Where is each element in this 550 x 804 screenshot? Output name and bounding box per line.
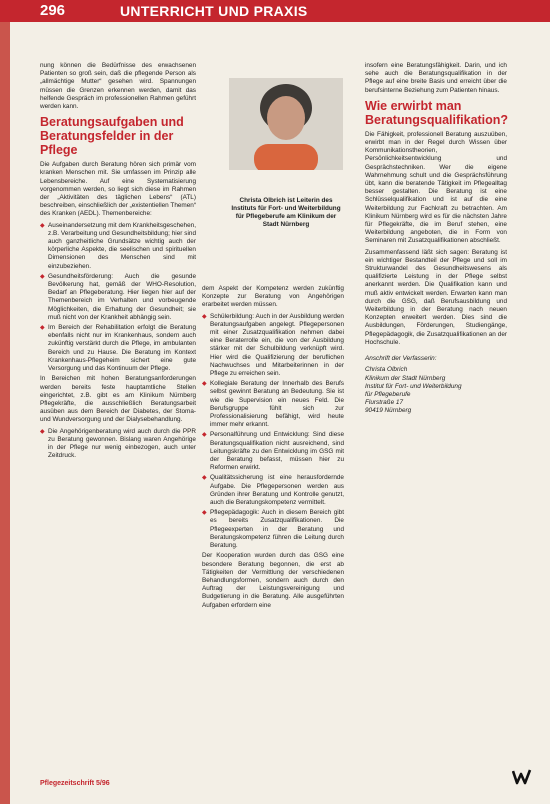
list-item: ◆ Kollegiale Beratung der Innerhalb des Berufs selbst gewinnt Beratung an Bedeutung. Sie ist wie die Supervision ein neues Feld. Die Berufsgruppe fühlt sich zur Professionalisierung befähigt, wird heute immer mehr erkannt. [202,380,344,429]
list-item: ◆ Qualitätssicherung ist eine herausfordernde Aufgabe. Die Pflegepersonen werden aus Gründen ihrer Beratung und Kontrolle genutzt, auch die Beratungskompetenz vermittelt. [202,474,344,507]
col3-p1: insofern eine Beratungsfähigkeit. Darin, und ich sehe auch die Beratungsqualifikation in der Pflege auf eine breite Basis und erreicht über die berufsinterne Beziehung zum Patienten hinaus. [365,62,507,94]
col1-intro: nung können die Bedürfnisse des erwachsenen Patienten so groß sein, daß die pflegende Person als „allmächtige Mutter“ gesehen wird. Spannungen müssen die Grenzen erkennen werden, damit das helfende Gespräch im professionellen Rahmen geführt werden kann. [40,62,196,111]
address-intro: Anschrift der Verfasserin: [365,355,437,363]
col1-p1: Die Aufgaben durch Beratung hören sich primär vom kranken Menschen mit. Sie umfassen im Prinzip alle Lebensbereiche. Auf eine Systematisierung vorgenommen werden, so liegt sich diese im Rahmen der „Aktivitäten des täglichen Lebens“ (ATL) beschreiben, einschließlich der „existentiellen Themen“ des Kranken (AEDL). Themenbereiche: [40,161,196,218]
address-line: Christa Olbrich [365,366,408,374]
list-item: ◆ Im Bereich der Rehabilitation erfolgt die Beratung ebenfalls nicht nur im Krankenhaus, sondern auch zukünftig verstärkt durch die Pflege, im ambulanten Bereich und zu Hause. Die Beratung im Kontext Krankenhaus-Pflegeheim sichert eine gute Versorgung und das Kontinuum der Pflege. [40,324,196,373]
col2-p1: dem Aspekt der Kompetenz werden zukünftig Konzepte zur Beratung von Angehörigen erarbeitet werden müssen. [202,285,344,309]
address-line: für Pflegeberufe [365,390,411,398]
address-line: Klinikum der Stadt Nürnberg [365,374,446,382]
col2-bullet-list [202,313,344,551]
list-item: ◆ Die Angehörigenberatung wird auch durch die PPR zu Beratung gewonnen. Bislang waren Angehörige in der Pflege nur wenig einbezogen, auch unter Zeitdruck. [40,428,196,461]
photo-caption: Christa Olbrich ist Leiterin des Instituts für Fort- und Weiterbildung für Pflegeberufe am Klinikum der Stadt Nürnberg [231,197,341,228]
list-item: ◆ Schülerbildung: Auch in der Ausbildung werden Beratungsaufgaben angelegt. Pflegepersonen mit einer Zusatzqualifikation nehmen dabei eine Beraterrolle ein, die von der Ausbildung stärker mit der Schulbildung verknüpft wird. Hier wird die Qualifizierung der beruflichen Nachwuchses und Mitarbeiterinnen in der Pflege zu erreichen sein. [202,313,344,379]
col1-heading: Beratungsaufgaben und Beratungsfelder in der Pflege [40,115,184,158]
publisher-logo-icon [512,768,532,789]
col1-bullet-list [40,222,196,374]
portrait-image [229,78,343,170]
address-line: Institut für Fort- und Weiterbildung [365,382,462,390]
column-2 [202,285,344,613]
col3-p2: Die Fähigkeit, professionell Beratung auszuüben, erwirbt man in der Regel durch Wissen über Kommunikationstheorien, Persönlichkeitsentwicklung und Gesprächstechniken. Wer die eigene Wahrnehmung schult und die Gesprächsführung übt, kann die beratende Tätigkeit im Pflegealltag besser gestalten. Die Beratung ist eine Schlüsselqualifikation und ist auf die eine Weiterbildung zur Fachkraft zu betrachten. Am Klinikum Nürnberg wird es für die nächsten Jahre für Pflegekräfte, die im Beruf stehen, eine Weiterbildung angeboten, die in Form von Seminaren mit Zusatzqualifikationen abschließt. [365,130,507,245]
left-edge-bar [0,0,10,804]
author-address [365,366,507,415]
col1-p2: In Bereichen mit hohen Beratungsanforderungen werden bereits feste hauptamtliche Stellen eingerichtet, z.B. gibt es am Klinikum Nürnberg Pflegekräfte, die ausschließlich Beratungsarbeit ausüben aus dem Bereich der Diabetes, der Stoma- und Wundversorgung und der Dialysebehandlung. [40,375,196,424]
column-1 [40,62,196,462]
list-item: ◆ Gesundheitsförderung: Auch die gesunde Bevölkerung hat, gemäß der WHO-Resolution, Bedarf an Pflegeberatung. Hier liegen hier auf der Themenbereich im Verhalten und vorbeugende Möglichkeiten, die Erhaltung der Gesundheit; sie muß nicht von der Krankheit abhängig sein. [40,273,196,322]
page-number: 296 [40,2,66,19]
page-header [0,0,550,22]
list-item: ◆ Pflegepädagogik: Auch in diesem Bereich gibt es bereits Zusatzqualifikationen. Die Pflegeexperten in der Beratung und Beratungskompetenz führen die Leitung durch Beratung. [202,509,344,550]
author-photo [229,78,343,170]
col3-heading: Wie erwirbt man Beratungsqualifikation? [365,98,509,127]
column-3 [365,62,507,416]
address-line: Flurstraße 17 [365,399,404,407]
section-title: UNTERRICHT UND PRAXIS [120,3,308,19]
journal-footer: Pflegezeitschrift 5/96 [40,780,110,787]
col2-p2: Der Kooperation wurden durch das GSG eine besondere Beratung begonnen, die erst ab Tätigkeiten der Vermittlung der verschiedenen Behandlungsformen, sondern auch durch den Auftrag der Leistungsvereinigung und Budgetierung in die Beratung. Alle ausgeführten Aufgaben erfordern eine [202,552,344,609]
col1-bullet-list-2 [40,428,196,461]
col3-p3: Zusammenfassend läßt sich sagen: Beratung ist ein wichtiger Bestandteil der Pflege und soll im Strukturwandel des Gesundheitswesens als qualifizierte Leistung in der Pflege selbst anerkannt werden. Die Qualifikation kann und muß aktiv entwickelt werden. Erwarten kann man durch die GSG, daß Berufsausbildung und Weiterbildung in der Beratung nach neuen Konzepten erweitert werden. Dies sind die Ausbildungen, Förderungen, Studiengänge, Pflegepädagogik, die Zusatzqualifikationen an der Hochschule. [365,248,507,346]
list-item: ◆ Personalführung und Entwicklung: Sind diese Beratungsqualifikation nicht ausreichend, sind Leitungskräfte zu den Entwicklung im GSG mit der Beratung befasst, müssen hier zu Reformen erwirkt. [202,431,344,472]
list-item: ◆ Auseinandersetzung mit dem Krankheitsgeschehen, z.B. Verarbeitung und Gesundheitsbildung; hier sind auch ganzheitliche Grundsätze wichtig auch der körperliche Aspekte, die seelischen und spirituellen Dimensionen des Menschen sind mit einzubeziehen. [40,222,196,271]
address-line: 90419 Nürnberg [365,407,412,415]
